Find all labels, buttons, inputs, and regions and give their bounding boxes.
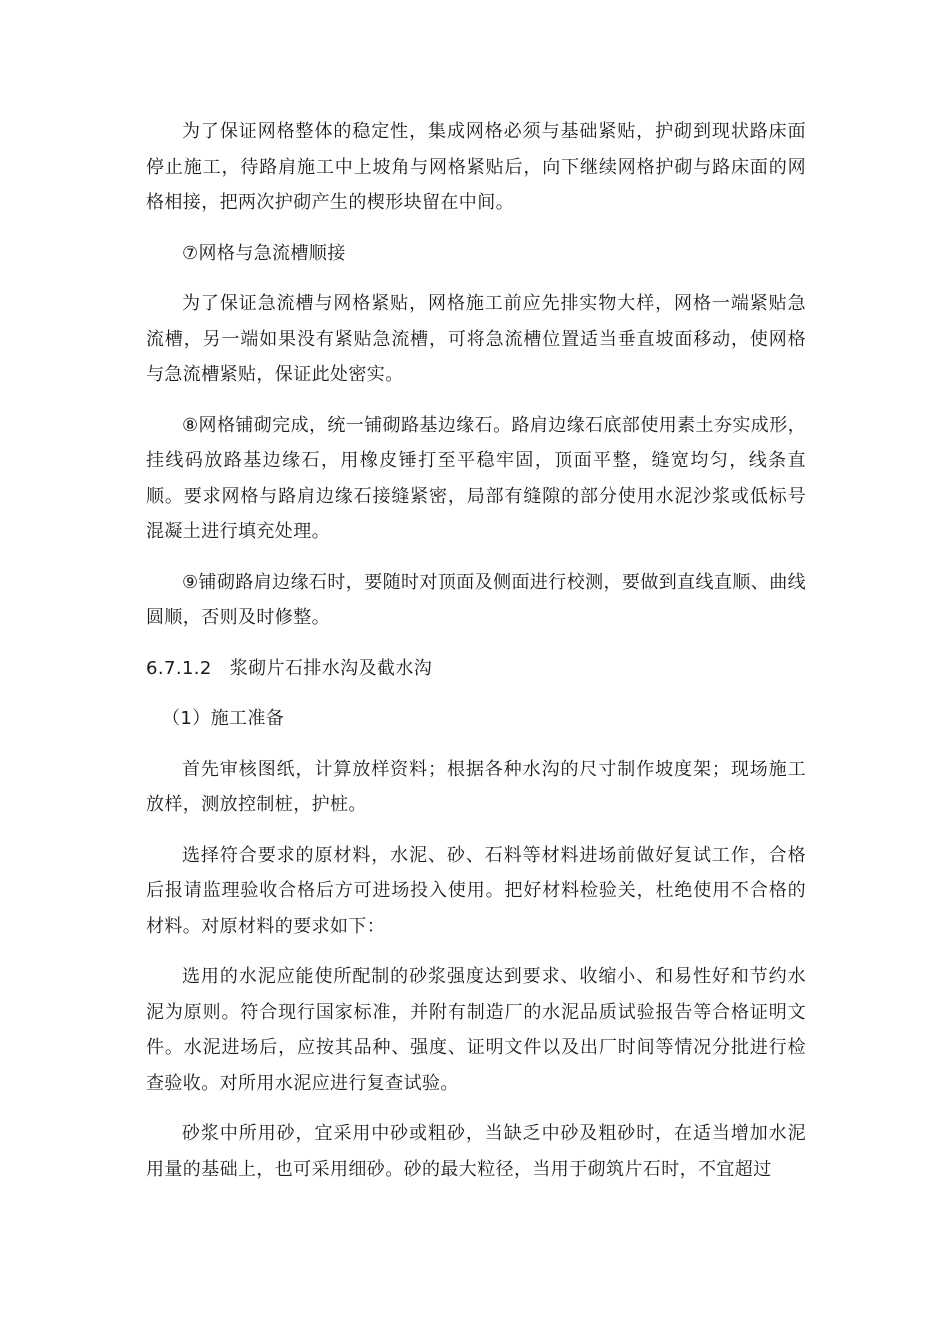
- item-9-paragraph: ⑨铺砌路肩边缘石时，要随时对顶面及侧面进行校测，要做到直线直顺、曲线圆顺，否则及时修整。: [146, 571, 806, 628]
- paragraph-cement: 选用的水泥应能使所配制的砂浆强度达到要求、收缩小、和易性好和节约水泥为原则。符合现行国家标准，并附有制造厂的水泥品质试验报告等合格证明文件。水泥进场后，应按其品种、强度、证明文件以及出厂时间等情况分批进行检查验收。对所用水泥应进行复查试验。: [146, 966, 806, 1094]
- document-body: [146, 114, 806, 1202]
- item-8-paragraph: ⑧网格铺砌完成，统一铺砌路基边缘石。路肩边缘石底部使用素土夯实成形，挂线码放路基边缘石，用橡皮锤打至平稳牢固，顶面平整，缝宽均匀，线条直顺。要求网格与路肩边缘石接缝紧密，局部有缝隙的部分使用水泥沙浆或低标号混凝土进行填充处理。: [146, 414, 806, 542]
- sub-heading-preparation: （1）施工准备: [162, 708, 285, 729]
- paragraph-grid-stability: 为了保证网格整体的稳定性，集成网格必须与基础紧贴，护砌到现状路床面停止施工，待路肩施工中上坡角与网格紧贴后，向下继续网格护砌与路床面的网格相接，把两次护砌产生的楔形块留在中间。: [146, 121, 806, 213]
- paragraph-chute-connection: 为了保证急流槽与网格紧贴，网格施工前应先排实物大样，网格一端紧贴急流槽，另一端如果没有紧贴急流槽，可将急流槽位置适当垂直坡面移动，使网格与急流槽紧贴，保证此处密实。: [146, 293, 806, 385]
- paragraph-raw-materials: 选择符合要求的原材料，水泥、砂、石料等材料进场前做好复试工作，合格后报请监理验收合格后方可进场投入使用。把好材料检验关，杜绝使用不合格的材料。对原材料的要求如下：: [146, 844, 806, 937]
- item-7-heading: ⑦网格与急流槽顺接: [182, 242, 346, 264]
- section-number: 6.7.1.2: [146, 657, 212, 679]
- section-heading: [146, 651, 806, 687]
- paragraph-review-drawings: 首先审核图纸，计算放样资料；根据各种水沟的尺寸制作坡度架；现场施工放样，测放控制桩，护桩。: [146, 758, 806, 815]
- section-title: 浆砌片石排水沟及截水沟: [229, 657, 433, 679]
- paragraph-sand: 砂浆中所用砂，宜采用中砂或粗砂，当缺乏中砂及粗砂时，在适当增加水泥用量的基础上，也可采用细砂。砂的最大粒径，当用于砌筑片石时，不宜超过: [146, 1123, 806, 1180]
